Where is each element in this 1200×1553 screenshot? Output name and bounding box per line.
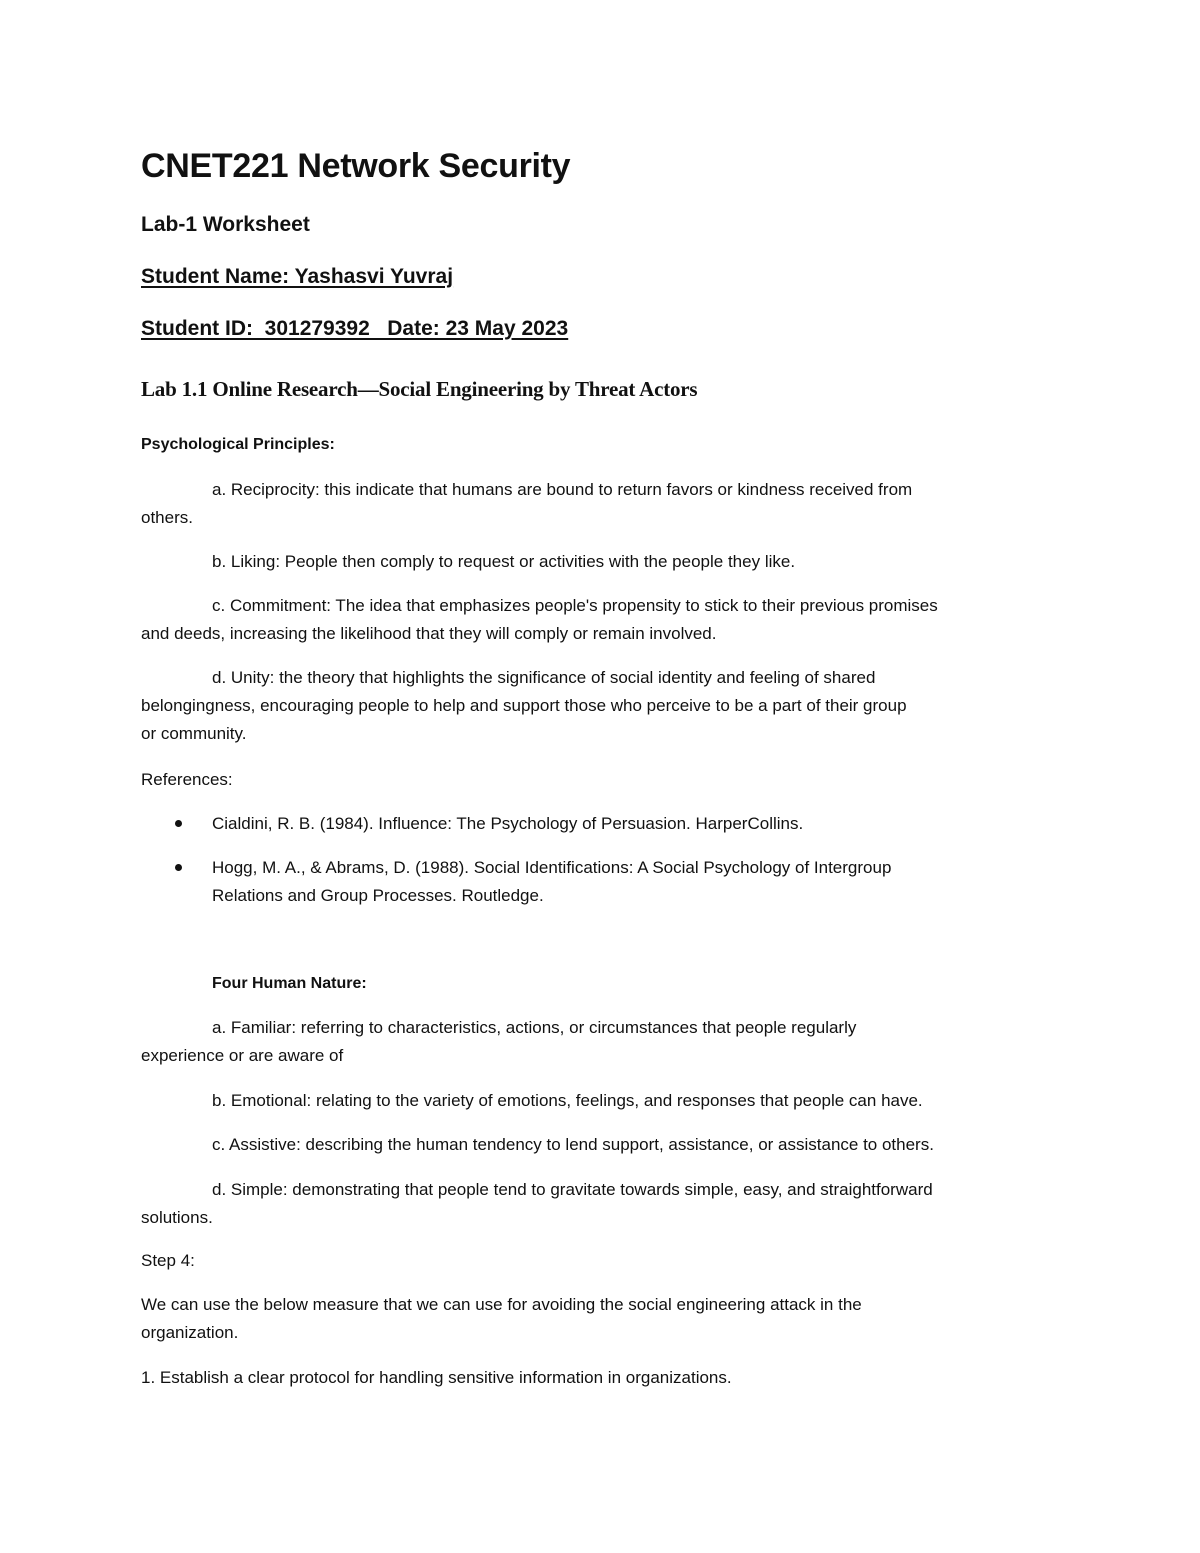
- human-nature-heading: Four Human Nature:: [212, 975, 367, 992]
- principle-a-line2: others.: [141, 508, 193, 527]
- principle-d-line2: belongingness, encouraging people to help and support those who perceive to be a part of their group: [141, 696, 907, 715]
- human-a-line2: experience or are aware of: [141, 1046, 344, 1065]
- principle-c-line1: c. Commitment: The idea that emphasizes people's propensity to stick to their previous promises: [212, 596, 938, 615]
- step4-heading: Step 4:: [141, 1251, 195, 1270]
- bullet-icon: [175, 864, 182, 871]
- principle-d-line3: or community.: [141, 724, 247, 743]
- references-heading: References:: [141, 770, 233, 789]
- bullet-icon: [175, 820, 182, 827]
- human-d-line1: d. Simple: demonstrating that people tend to gravitate towards simple, easy, and straightforward: [212, 1180, 933, 1199]
- principle-b-line1: b. Liking: People then comply to request or activities with the people they like.: [212, 552, 796, 571]
- student-name: Student Name: Yashasvi Yuvraj: [141, 265, 454, 288]
- principle-a-line1: a. Reciprocity: this indicate that humans are bound to return favors or kindness received from: [212, 480, 913, 499]
- principle-c-line2: and deeds, increasing the likelihood that they will comply or remain involved.: [141, 624, 717, 643]
- human-a-line1: a. Familiar: referring to characteristics, actions, or circumstances that people regularly: [212, 1018, 857, 1037]
- step4-intro-line1: We can use the below measure that we can use for avoiding the social engineering attack in the: [141, 1295, 862, 1314]
- reference-2-line1: Hogg, M. A., & Abrams, D. (1988). Social Identifications: A Social Psychology of Intergroup: [212, 858, 892, 877]
- worksheet-subtitle: Lab-1 Worksheet: [141, 213, 310, 236]
- reference-2-line2: Relations and Group Processes. Routledge.: [212, 886, 544, 905]
- psych-principles-heading: Psychological Principles:: [141, 436, 335, 453]
- reference-1: Cialdini, R. B. (1984). Influence: The Psychology of Persuasion. HarperCollins.: [212, 814, 804, 833]
- human-b-line1: b. Emotional: relating to the variety of emotions, feelings, and responses that people can have.: [212, 1091, 923, 1110]
- step4-item-1: 1. Establish a clear protocol for handling sensitive information in organizations.: [141, 1368, 732, 1387]
- student-id-date: Student ID: 301279392 Date: 23 May 2023: [141, 317, 569, 340]
- step4-intro-line2: organization.: [141, 1323, 239, 1342]
- human-c-line1: c. Assistive: describing the human tendency to lend support, assistance, or assistance to others.: [212, 1135, 934, 1154]
- human-d-line2: solutions.: [141, 1208, 213, 1227]
- principle-d-line1: d. Unity: the theory that highlights the significance of social identity and feeling of shared: [212, 668, 876, 687]
- lab-heading: Lab 1.1 Online Research—Social Engineering by Threat Actors: [141, 377, 698, 401]
- document-title: CNET221 Network Security: [141, 147, 571, 185]
